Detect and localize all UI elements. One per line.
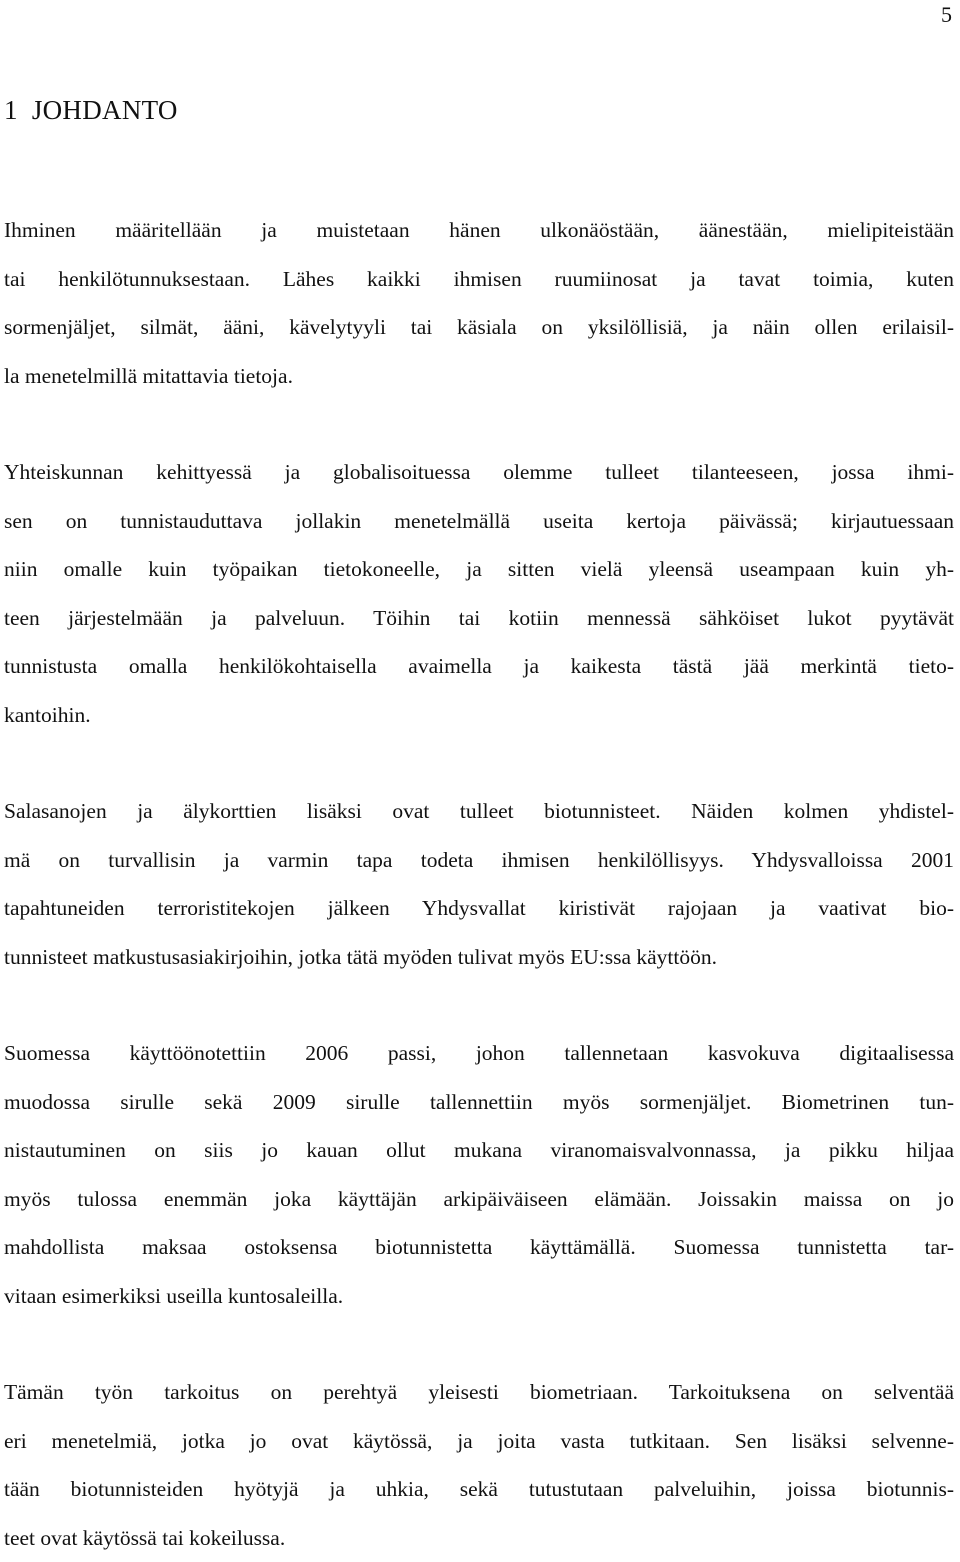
paragraph-line: sen on tunnistauduttava jollakin menetelmällä useita kertoja päivässä; kirjautuessaan [4,497,954,546]
paragraph-line: teet ovat käytössä tai kokeilussa. [4,1514,954,1562]
paragraph-line: tunnisteet matkustusasiakirjoihin, jotka tätä myöden tulivat myös EU:ssa käyttöön. [4,933,954,982]
page-number: 5 [941,0,952,30]
paragraph-5 [4,1368,954,1562]
paragraph-line: Ihminen määritellään ja muistetaan hänen ulkonäöstään, äänestään, mielipiteistään [4,206,954,255]
paragraph-4 [4,1029,954,1320]
paragraph-line: Yhteiskunnan kehittyessä ja globalisoituessa olemme tulleet tilanteeseen, jossa ihmi- [4,448,954,497]
paragraph-2 [4,448,954,739]
paragraph-line: mahdollista maksaa ostoksensa biotunnistetta käyttämällä. Suomessa tunnistetta tar- [4,1223,954,1272]
paragraph-line: la menetelmillä mitattavia tietoja. [4,352,954,401]
paragraph-line: kantoihin. [4,691,954,740]
paragraph-line: sormenjäljet, silmät, ääni, kävelytyyli tai käsiala on yksilöllisiä, ja näin ollen erilaisil- [4,303,954,352]
chapter-number: 1 [4,95,18,125]
paragraph-line: Tämän työn tarkoitus on perehtyä yleisesti biometriaan. Tarkoituksena on selventää [4,1368,954,1417]
paragraph-line: myös tulossa enemmän joka käyttäjän arkipäiväiseen elämään. Joissakin maissa on jo [4,1175,954,1224]
paragraph-line: tään biotunnisteiden hyötyjä ja uhkia, sekä tutustutaan palveluihin, joissa biotunnis- [4,1465,954,1514]
paragraph-line: teen järjestelmään ja palveluun. Töihin tai kotiin mennessä sähköiset lukot pyytävät [4,594,954,643]
paragraph-line: tai henkilötunnuksestaan. Lähes kaikki ihmisen ruumiinosat ja tavat toimia, kuten [4,255,954,304]
paragraph-line: eri menetelmiä, jotka jo ovat käytössä, ja joita vasta tutkitaan. Sen lisäksi selvenne- [4,1417,954,1466]
paragraph-line: niin omalle kuin työpaikan tietokoneelle, ja sitten vielä yleensä useampaan kuin yh- [4,545,954,594]
paragraph-1 [4,206,954,400]
paragraph-line: tapahtuneiden terroristitekojen jälkeen Yhdysvallat kiristivät rajojaan ja vaativat bio- [4,884,954,933]
paragraph-line: vitaan esimerkiksi useilla kuntosaleilla. [4,1272,954,1321]
paragraph-line: muodossa sirulle sekä 2009 sirulle tallennettiin myös sormenjäljet. Biometrinen tun- [4,1078,954,1127]
chapter-title: JOHDANTO [32,95,178,125]
paragraph-line: tunnistusta omalla henkilökohtaisella avaimella ja kaikesta tästä jää merkintä tieto- [4,642,954,691]
chapter-heading [4,92,178,128]
paragraph-3 [4,787,954,981]
paragraph-line: mä on turvallisin ja varmin tapa todeta ihmisen henkilöllisyys. Yhdysvalloissa 2001 [4,836,954,885]
paragraph-line: Suomessa käyttöönotettiin 2006 passi, johon tallennetaan kasvokuva digitaalisessa [4,1029,954,1078]
paragraph-line: Salasanojen ja älykorttien lisäksi ovat tulleet biotunnisteet. Näiden kolmen yhdistel- [4,787,954,836]
paragraph-line: nistautuminen on siis jo kauan ollut mukana viranomaisvalvonnassa, ja pikku hiljaa [4,1126,954,1175]
